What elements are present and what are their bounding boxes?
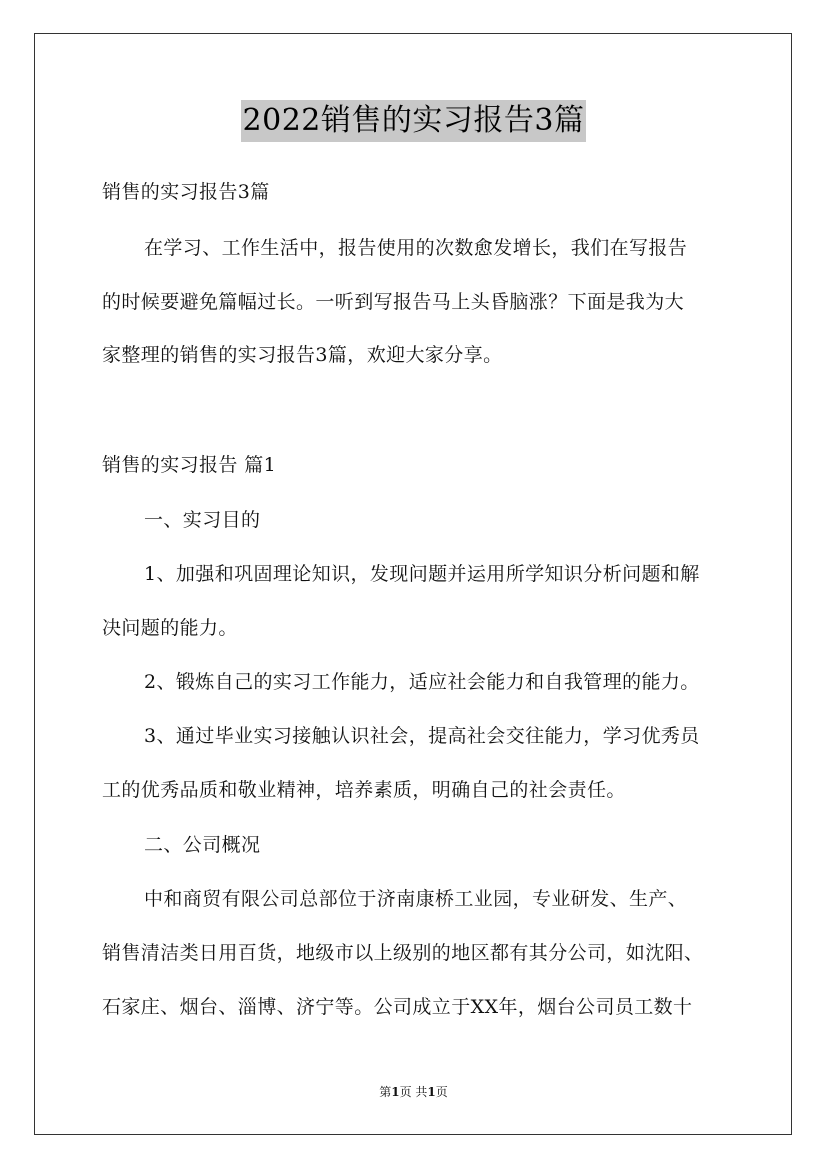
- paragraph-line: 1、加强和巩固理论知识，发现问题并运用所学知识分析问题和解: [144, 563, 700, 585]
- paragraph-line: 家整理的销售的实习报告3篇，欢迎大家分享。: [102, 344, 503, 366]
- paragraph-line: 在学习、工作生活中，报告使用的次数愈发增长，我们在写报告: [144, 237, 688, 259]
- document-title: 2022销售的实习报告3篇: [241, 100, 587, 142]
- paragraph-line: 的时候要避免篇幅过长。一听到写报告马上头昏脑涨？下面是我为大: [102, 291, 685, 313]
- paragraph-line: 2、锻炼自己的实习工作能力，适应社会能力和自我管理的能力。: [144, 671, 700, 693]
- paragraph-line: 3、通过毕业实习接触认识社会，提高社会交往能力，学习优秀员: [144, 725, 700, 747]
- page-total: 1: [427, 1085, 436, 1099]
- page-number: 1: [391, 1085, 400, 1099]
- section-heading: 二、公司概况: [144, 834, 261, 856]
- section-heading: 一、实习目的: [144, 509, 261, 531]
- document-subtitle: 销售的实习报告3篇: [102, 181, 270, 203]
- page-footer: [0, 1083, 827, 1100]
- page-prefix: 第: [379, 1085, 392, 1099]
- paragraph-line: 决问题的能力。: [102, 617, 238, 639]
- section-heading: 销售的实习报告 篇1: [102, 454, 277, 476]
- page-suffix: 页: [435, 1085, 448, 1099]
- paragraph-line: 中和商贸有限公司总部位于济南康桥工业园，专业研发、生产、: [144, 888, 688, 910]
- title-container: [0, 100, 827, 142]
- paragraph-line: 石家庄、烟台、淄博、济宁等。公司成立于XX年，烟台公司员工数十: [102, 996, 693, 1018]
- paragraph-line: 销售清洁类日用百货，地级市以上级别的地区都有其分公司，如沈阳、: [102, 942, 704, 964]
- paragraph-line: 工的优秀品质和敬业精神，培养素质，明确自己的社会责任。: [102, 779, 626, 801]
- page-mid: 页 共: [399, 1085, 428, 1099]
